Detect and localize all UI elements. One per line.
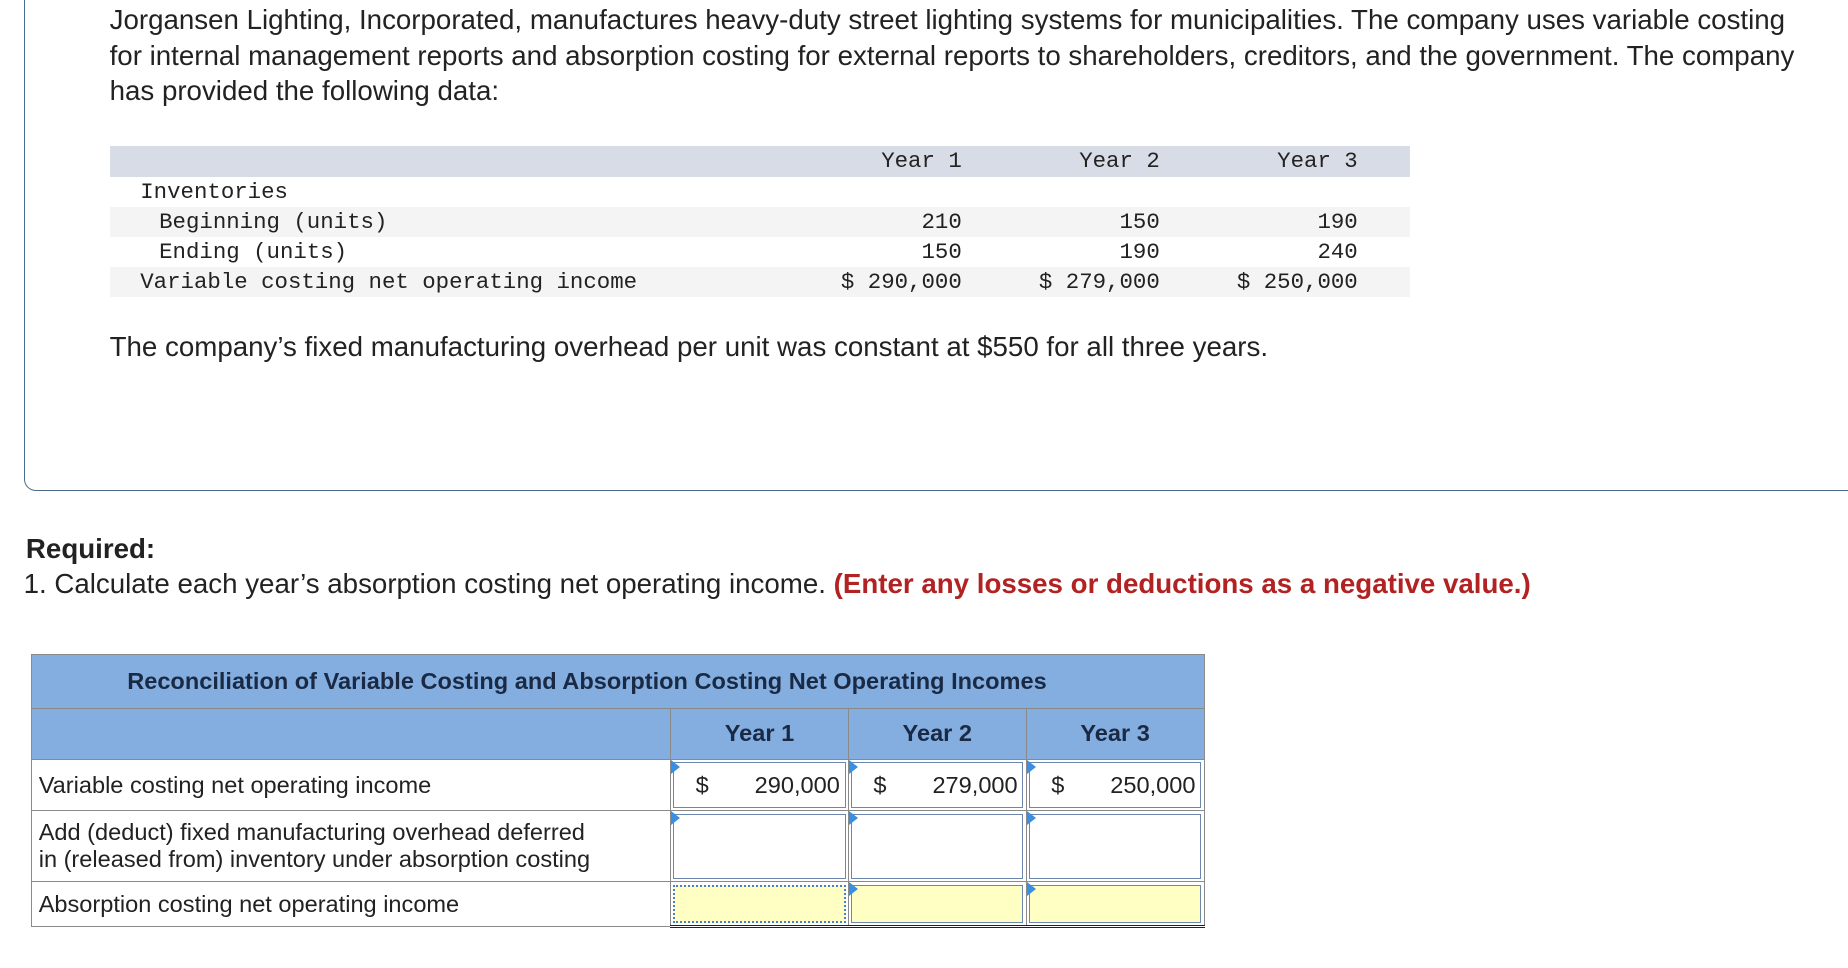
vc-noi-year3-cell — [1026, 759, 1204, 811]
adjustment-year3-input[interactable] — [1029, 814, 1201, 879]
recon-label-line1: Add (deduct) fixed manufacturing overhead deferred — [38, 819, 585, 846]
cell-marker-icon — [849, 760, 858, 774]
data-value: 190 — [1317, 208, 1358, 235]
adjustment-year1-input[interactable] — [673, 814, 845, 879]
cell-marker-icon — [1027, 811, 1036, 825]
cell-marker-icon — [671, 811, 680, 825]
dollar-sign: $ — [1051, 771, 1065, 798]
ac-noi-year2-cell — [848, 882, 1026, 927]
adjustment-year1-cell — [671, 811, 849, 882]
data-row-inventories — [110, 177, 1410, 207]
recon-year-header-row — [31, 709, 1204, 760]
required-heading: Required: — [25, 532, 156, 564]
vc-noi-year2-field[interactable] — [851, 762, 1023, 808]
recon-label: Absorption costing net operating income — [31, 882, 670, 927]
adjustment-year2-input[interactable] — [851, 814, 1023, 879]
data-value: 150 — [921, 238, 962, 265]
dollar-sign: $ — [695, 771, 709, 798]
recon-header-blank — [31, 709, 670, 760]
reconciliation-table — [31, 654, 1205, 928]
data-row-vc-noi — [110, 267, 1410, 297]
adjustment-year2-cell — [848, 811, 1026, 882]
cell-marker-icon — [1027, 760, 1036, 774]
recon-header-year2: Year 2 — [848, 709, 1026, 760]
vc-noi-year1-field[interactable] — [673, 762, 845, 808]
ac-noi-year3-input[interactable] — [1029, 885, 1201, 923]
recon-title — [31, 655, 1204, 709]
recon-row-ac-noi — [31, 882, 1204, 927]
cell-marker-icon — [849, 882, 858, 896]
data-value: $ 290,000 — [840, 268, 962, 295]
recon-label-adjustment — [31, 811, 670, 882]
vc-noi-year2-cell — [848, 759, 1026, 811]
cell-marker-icon — [849, 811, 858, 825]
data-value: 210 — [921, 208, 962, 235]
recon-header-year1: Year 1 — [671, 709, 849, 760]
adjustment-year3-cell — [1026, 811, 1204, 882]
recon-header-year3: Year 3 — [1026, 709, 1204, 760]
data-value: $ 250,000 — [1236, 268, 1358, 295]
required-text: 1. Calculate each year’s absorption costing net operating income. — [23, 568, 826, 600]
data-value — [816, 177, 1014, 207]
data-header-year1: Year 1 — [881, 148, 962, 175]
data-header-year2: Year 2 — [1079, 148, 1160, 175]
recon-label-line2: in (released from) inventory under absorption costing — [38, 846, 591, 873]
data-value — [1014, 177, 1212, 207]
data-value — [1212, 177, 1410, 207]
data-label: Inventories — [140, 178, 288, 205]
data-row-ending — [110, 237, 1410, 267]
fixed-overhead-note: The company’s fixed manufacturing overhead per unit was constant at $550 for all three years. — [109, 331, 1269, 363]
data-value: $ 279,000 — [1038, 268, 1160, 295]
vc-noi-year1-value: 290,000 — [754, 771, 840, 798]
data-label: Ending (units) — [159, 238, 348, 265]
cell-marker-icon — [671, 760, 680, 774]
dollar-sign: $ — [873, 771, 887, 798]
data-row-beginning — [110, 207, 1410, 237]
data-label: Beginning (units) — [159, 208, 388, 235]
recon-title-row — [31, 655, 1204, 709]
vc-noi-year1-cell — [671, 759, 849, 811]
cell-marker-icon — [1027, 882, 1036, 896]
data-value: 240 — [1317, 238, 1358, 265]
recon-title-text: Reconciliation of Variable Costing and Absorption Costing Net Operating Incomes — [127, 668, 1047, 695]
recon-row-adjustment — [31, 811, 1204, 882]
ac-noi-year1-cell — [671, 882, 849, 927]
vc-noi-year3-value: 250,000 — [1110, 771, 1196, 798]
recon-row-vc-noi — [31, 759, 1204, 811]
vc-noi-year2-value: 279,000 — [932, 771, 1018, 798]
negative-value-note: (Enter any losses or deductions as a negative value.) — [833, 568, 1531, 600]
data-table-header — [110, 146, 1410, 177]
ac-noi-year1-input[interactable] — [673, 885, 845, 923]
data-value: 190 — [1119, 238, 1160, 265]
ac-noi-year2-input[interactable] — [851, 885, 1023, 923]
vc-noi-year3-field[interactable] — [1029, 762, 1201, 808]
data-header-year3: Year 3 — [1277, 148, 1358, 175]
data-value: 150 — [1119, 208, 1160, 235]
recon-label: Variable costing net operating income — [31, 759, 670, 811]
ac-noi-year3-cell — [1026, 882, 1204, 927]
problem-intro: Jorgansen Lighting, Incorporated, manufactures heavy-duty street lighting systems for municipalities. The company uses variable costing for internal management reports and absorption costing for external reports to shareholders, creditors, and the government. The company has provided the following data: — [109, 4, 1795, 107]
data-table — [110, 146, 1410, 297]
data-header-blank — [110, 146, 816, 177]
required-instruction — [24, 568, 1531, 600]
data-label: Variable costing net operating income — [140, 268, 638, 295]
